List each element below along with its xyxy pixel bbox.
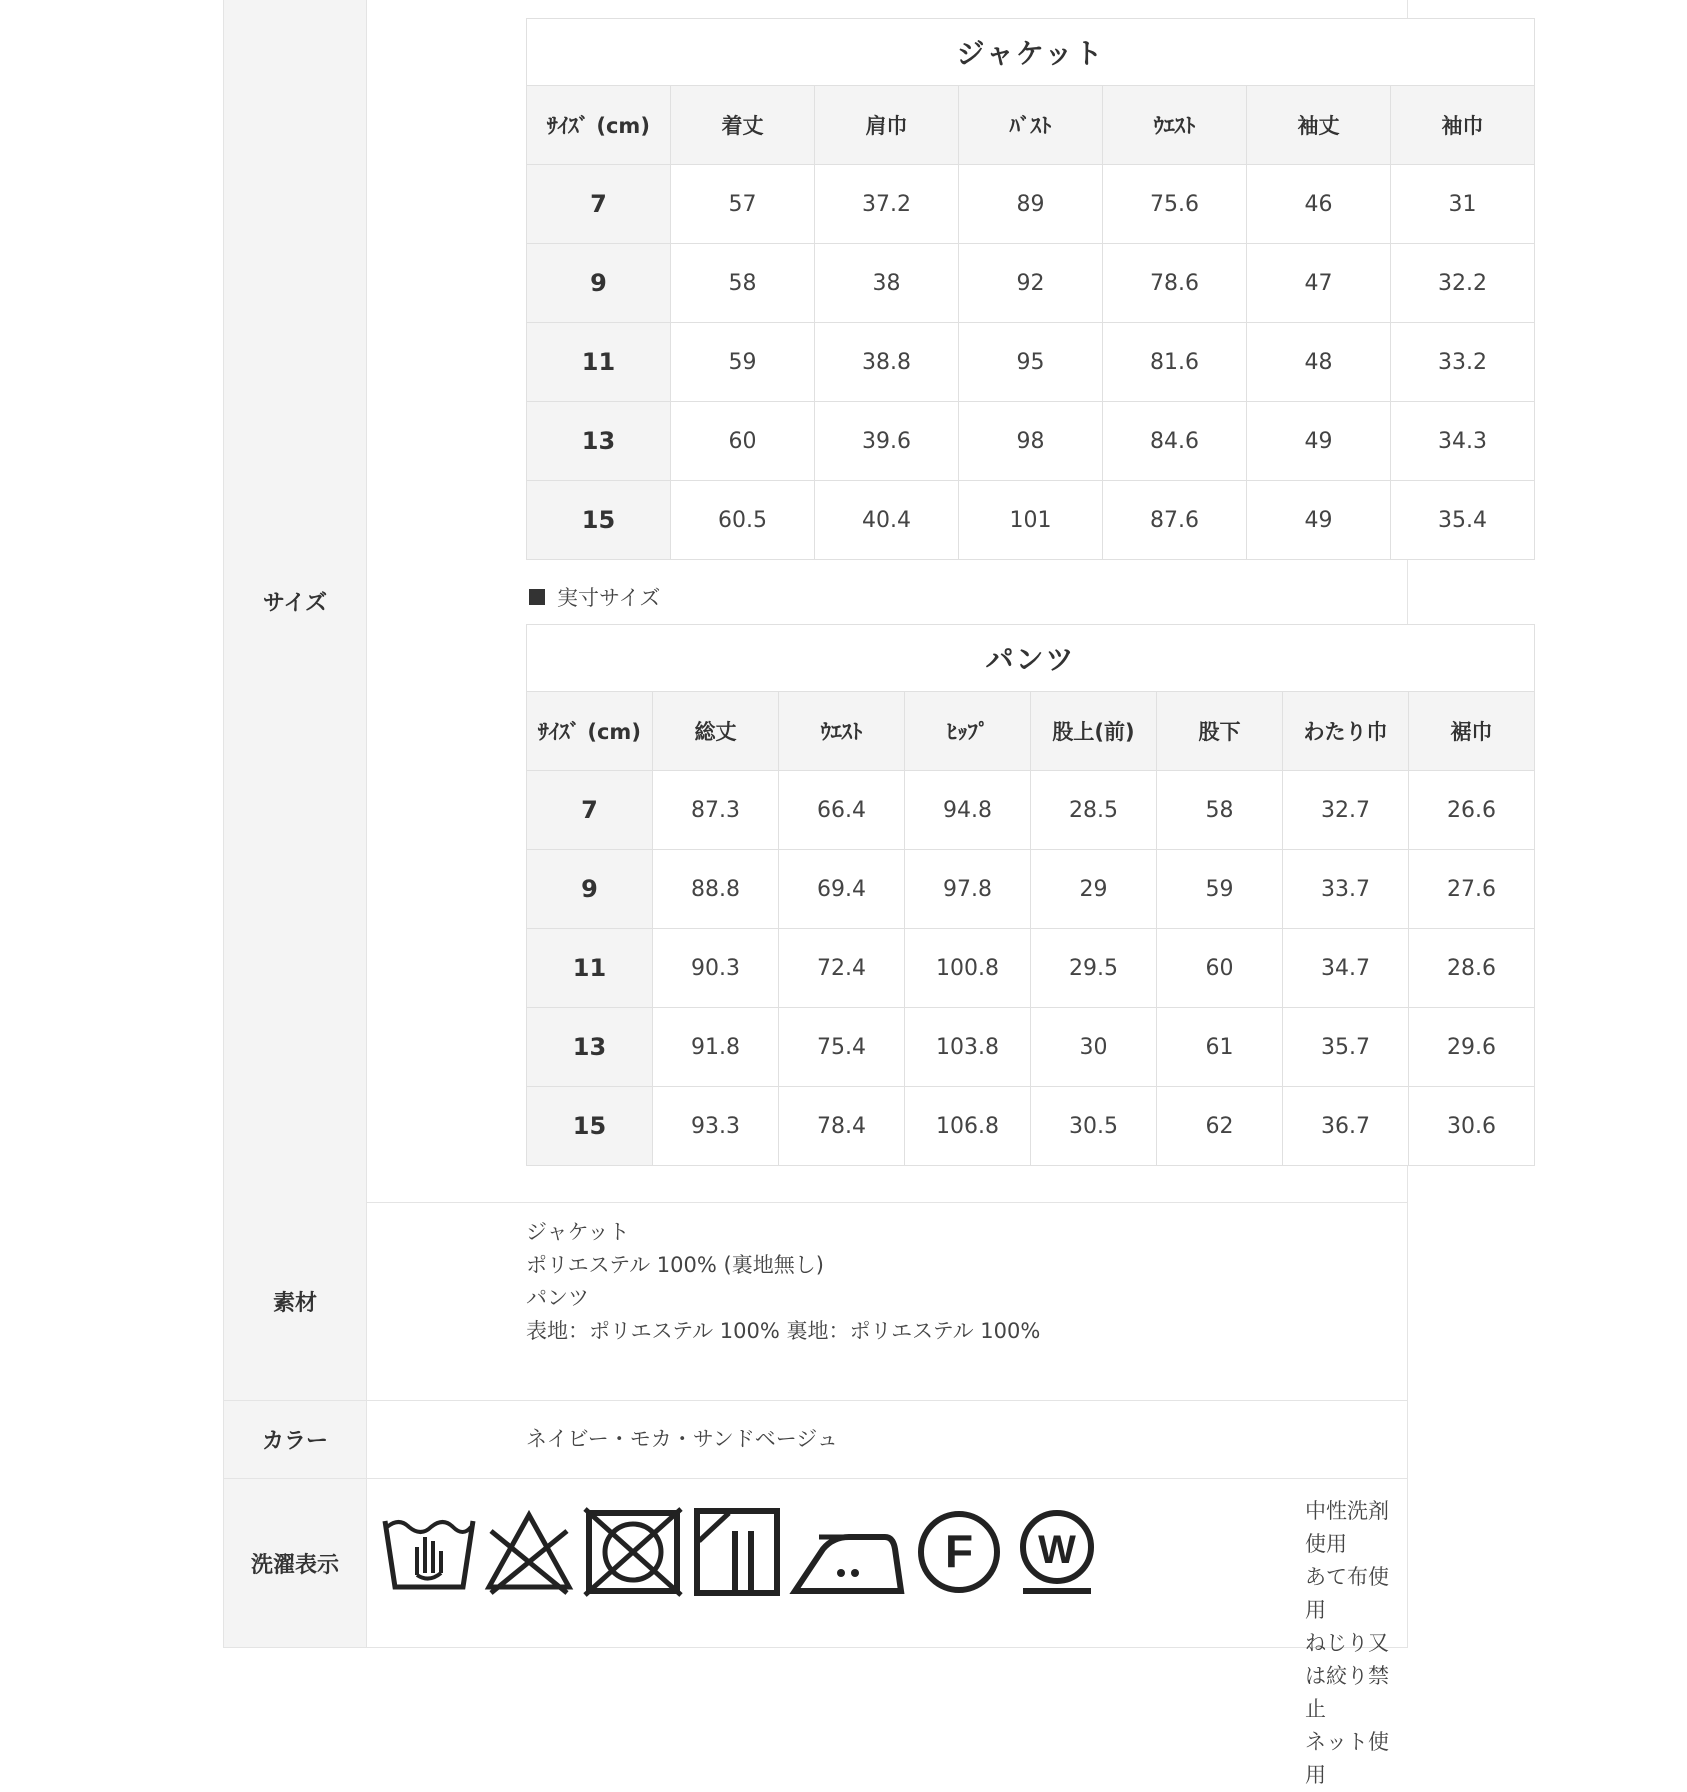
table-cell: 78.4	[779, 1087, 905, 1166]
product-spec-table	[223, 0, 1496, 1787]
pants-header-row	[527, 692, 1535, 771]
table-cell: 33.2	[1391, 323, 1535, 402]
table-cell: 81.6	[1103, 323, 1247, 402]
material-row-label: 素材	[224, 1202, 367, 1400]
size-cell: 15	[527, 1087, 653, 1166]
size-row	[224, 0, 1496, 1203]
table-cell: 87.6	[1103, 481, 1247, 560]
table-cell: 36.7	[1283, 1087, 1409, 1166]
table-cell: 58	[671, 244, 815, 323]
table-cell: 32.2	[1391, 244, 1535, 323]
table-cell: 58	[1157, 771, 1283, 850]
table-cell: 48	[1247, 323, 1391, 402]
material-text	[526, 1216, 1040, 1348]
jacket-size-table	[526, 18, 1535, 560]
dry-clean-f-icon	[913, 1507, 1005, 1597]
table-cell: 97.8	[905, 850, 1031, 929]
care-row-label: 洗濯表示	[224, 1479, 367, 1647]
table-row	[527, 481, 1535, 560]
table-cell: 29.5	[1031, 929, 1157, 1008]
size-cell: 7	[527, 165, 671, 244]
colors-text: ネイビー・モカ・サンドベージュ	[526, 1427, 838, 1451]
care-note: ネット使用	[1305, 1730, 1389, 1787]
table-cell: 28.6	[1409, 929, 1535, 1008]
material-row-body	[367, 1202, 1407, 1400]
table-cell: 28.5	[1031, 771, 1157, 850]
care-row-body	[367, 1479, 1407, 1787]
jacket-header-cell: 袖丈	[1247, 86, 1391, 165]
care-row	[224, 1479, 1407, 1787]
table-cell: 95	[959, 323, 1103, 402]
material-line: ジャケット	[526, 1220, 630, 1244]
material-line: パンツ	[526, 1286, 589, 1310]
table-cell: 72.4	[779, 929, 905, 1008]
table-cell: 29	[1031, 850, 1157, 929]
table-cell: 34.3	[1391, 402, 1535, 481]
table-row	[527, 1087, 1535, 1166]
table-cell: 60	[671, 402, 815, 481]
square-bullet-icon	[529, 589, 545, 605]
table-row	[527, 771, 1535, 850]
table-cell: 26.6	[1409, 771, 1535, 850]
table-cell: 100.8	[905, 929, 1031, 1008]
table-cell: 78.6	[1103, 244, 1247, 323]
table-cell: 87.3	[653, 771, 779, 850]
table-row	[527, 402, 1535, 481]
jacket-header-cell: ﾊﾞｽﾄ	[959, 86, 1103, 165]
table-cell: 31	[1391, 165, 1535, 244]
table-cell: 91.8	[653, 1008, 779, 1087]
drip-dry-shade-icon	[691, 1507, 783, 1597]
pants-header-cell: 総丈	[653, 692, 779, 771]
table-cell: 32.7	[1283, 771, 1409, 850]
table-cell: 69.4	[779, 850, 905, 929]
table-cell: 103.8	[905, 1008, 1031, 1087]
size-cell: 7	[527, 771, 653, 850]
table-cell: 38	[815, 244, 959, 323]
svg-text:F: F	[944, 1525, 974, 1577]
size-cell: 13	[527, 1008, 653, 1087]
size-cell: 9	[527, 244, 671, 323]
table-cell: 34.7	[1283, 929, 1409, 1008]
table-cell: 30.6	[1409, 1087, 1535, 1166]
table-row	[527, 929, 1535, 1008]
table-cell: 39.6	[815, 402, 959, 481]
table-cell: 30	[1031, 1008, 1157, 1087]
jacket-header-row	[527, 86, 1535, 165]
table-cell: 59	[671, 323, 815, 402]
pants-table-caption: パンツ	[527, 625, 1535, 692]
size-row-body	[367, 0, 1496, 1202]
pants-header-cell: ｻｲｽﾞ (cm)	[527, 692, 653, 771]
table-cell: 38.8	[815, 323, 959, 402]
table-cell: 101	[959, 481, 1103, 560]
table-cell: 47	[1247, 244, 1391, 323]
size-row-label: サイズ	[224, 0, 367, 1202]
table-cell: 88.8	[653, 850, 779, 929]
table-cell: 90.3	[653, 929, 779, 1008]
table-cell: 49	[1247, 402, 1391, 481]
jacket-header-cell: 袖巾	[1391, 86, 1535, 165]
table-cell: 89	[959, 165, 1103, 244]
pants-header-cell: 裾巾	[1409, 692, 1535, 771]
color-row-body	[367, 1401, 1407, 1478]
no-bleach-icon	[483, 1507, 575, 1597]
actual-size-note-text: 実寸サイズ	[557, 586, 661, 610]
table-cell: 92	[959, 244, 1103, 323]
table-cell: 27.6	[1409, 850, 1535, 929]
pants-header-cell: ｳｴｽﾄ	[779, 692, 905, 771]
size-cell: 15	[527, 481, 671, 560]
table-cell: 60.5	[671, 481, 815, 560]
table-row	[527, 1008, 1535, 1087]
actual-size-note	[529, 582, 660, 612]
table-cell: 59	[1157, 850, 1283, 929]
table-cell: 35.7	[1283, 1008, 1409, 1087]
care-icons	[381, 1507, 1109, 1597]
jacket-header-cell: ｳｴｽﾄ	[1103, 86, 1247, 165]
table-cell: 61	[1157, 1008, 1283, 1087]
pants-header-cell: 股下	[1157, 692, 1283, 771]
size-cell: 13	[527, 402, 671, 481]
hand-wash-icon	[381, 1507, 477, 1597]
table-row	[527, 165, 1535, 244]
table-cell: 75.6	[1103, 165, 1247, 244]
table-cell: 75.4	[779, 1008, 905, 1087]
jacket-header-cell: ｻｲｽﾞ (cm)	[527, 86, 671, 165]
size-cell: 9	[527, 850, 653, 929]
table-cell: 84.6	[1103, 402, 1247, 481]
size-cell: 11	[527, 929, 653, 1008]
table-cell: 93.3	[653, 1087, 779, 1166]
table-cell: 46	[1247, 165, 1391, 244]
table-cell: 49	[1247, 481, 1391, 560]
pants-header-cell: わたり巾	[1283, 692, 1409, 771]
svg-text:W: W	[1038, 1528, 1076, 1572]
table-cell: 94.8	[905, 771, 1031, 850]
table-cell: 29.6	[1409, 1008, 1535, 1087]
table-cell: 98	[959, 402, 1103, 481]
table-cell: 40.4	[815, 481, 959, 560]
table-cell: 33.7	[1283, 850, 1409, 929]
color-row-label: カラー	[224, 1401, 367, 1478]
table-cell: 66.4	[779, 771, 905, 850]
material-line: ポリエステル 100% (裏地無し)	[526, 1253, 824, 1277]
wet-clean-w-icon	[1011, 1507, 1103, 1597]
jacket-table-caption: ジャケット	[527, 19, 1535, 86]
table-row	[527, 850, 1535, 929]
no-tumble-dry-icon	[581, 1507, 685, 1597]
table-cell: 37.2	[815, 165, 959, 244]
pants-size-table	[526, 624, 1535, 1166]
care-note: あて布使用	[1305, 1565, 1389, 1622]
pants-header-cell: 股上(前)	[1031, 692, 1157, 771]
table-cell: 60	[1157, 929, 1283, 1008]
color-row	[224, 1401, 1407, 1479]
material-line: 表地：ポリエステル 100% 裏地：ポリエステル 100%	[526, 1319, 1041, 1343]
low-iron-icon	[789, 1507, 907, 1597]
jacket-header-cell: 着丈	[671, 86, 815, 165]
table-row	[527, 244, 1535, 323]
table-cell: 30.5	[1031, 1087, 1157, 1166]
size-cell: 11	[527, 323, 671, 402]
care-note: ねじり又は絞り禁止	[1305, 1631, 1389, 1721]
table-cell: 35.4	[1391, 481, 1535, 560]
material-row	[224, 1202, 1407, 1401]
pants-header-cell: ﾋｯﾌﾟ	[905, 692, 1031, 771]
table-cell: 106.8	[905, 1087, 1031, 1166]
care-note: 中性洗剤使用	[1305, 1499, 1389, 1556]
table-cell: 57	[671, 165, 815, 244]
table-cell: 62	[1157, 1087, 1283, 1166]
care-notes	[1305, 1495, 1407, 1792]
table-row	[527, 323, 1535, 402]
jacket-header-cell: 肩巾	[815, 86, 959, 165]
